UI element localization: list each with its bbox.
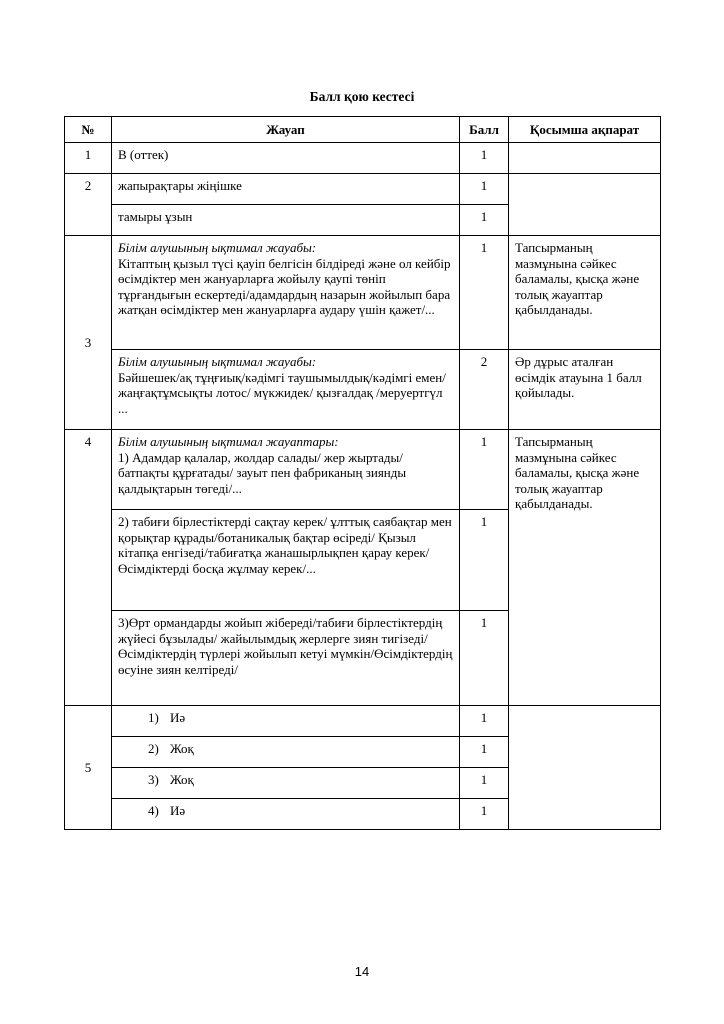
points-cell: 1 [460,768,509,799]
item-number: 3) [148,772,159,787]
points-cell: 1 [460,236,509,350]
question-number: 5 [65,706,112,830]
header-num: № [65,117,112,143]
document-title: Балл қою кестесі [309,89,415,104]
points-cell: 1 [460,737,509,768]
table-row [65,706,661,737]
answer-hint: Білім алушының ықтимал жауаптары: [118,434,339,449]
question-number: 2 [65,174,112,236]
answer-cell: тамыры ұзын [112,205,460,236]
answer-cell [112,737,460,768]
answer-text: Бәйшешек/ақ тұңғиық/кәдімгі таушымылдық/кәдімгі емен/жаңғақтұмсықты лотос/ мүкжидек/ қызғалдақ /меруертгүл ... [118,369,446,416]
answer-cell: жапырақтары жіңішке [112,174,460,205]
extra-cell [509,174,661,236]
header-answer: Жауап [112,117,460,143]
answer-cell: В (оттек) [112,143,460,174]
table-row [65,236,661,350]
question-number: 3 [65,236,112,430]
answer-cell [112,236,460,350]
answer-cell [112,706,460,737]
answer-text: 1) Адамдар қалалар, жолдар салады/ жер жыртады/батпақты құрғатады/ зауыт пен фабриканың зиянды қалдықтарын төгеді/... [118,449,407,496]
points-cell: 1 [460,510,509,611]
answer-cell: 2) табиғи бірлестіктерді сақтау керек/ ұлттық саябақтар мен қорықтар құрады/ботаникалық бақтар өсіреді/ Қызыл кітапқа енгізеді/табиғатқа жанашырлықпен қарау керек/Өсімдіктерді босқа жұлмау керек/... [112,510,460,611]
answer-hint: Білім алушының ықтимал жауабы: [118,240,317,255]
answer-cell [112,768,460,799]
header-points: Балл [460,117,509,143]
points-cell: 1 [460,706,509,737]
table-row [65,430,661,510]
points-cell: 1 [460,799,509,830]
item-text: Иә [170,803,186,818]
extra-cell [509,143,661,174]
answer-cell [112,799,460,830]
answer-text: Кітаптың қызыл түсі қауіп белгісін білдіреді және ол кейбір өсімдіктер мен жануарларға жойылу қаупі төніп тұрғандығын ескертеді/адамдардың назарын жойылып бара жатқан өсімдіктер мен жануарларға аудару үшін қажет/... [118,255,451,317]
table-row [65,350,661,430]
item-text: Иә [170,710,186,725]
scoring-table [64,116,661,830]
points-cell: 1 [460,430,509,510]
table-row [65,143,661,174]
points-cell: 1 [460,174,509,205]
page-number: 14 [354,964,370,979]
item-number: 4) [148,803,159,818]
answer-cell [112,350,460,430]
extra-cell: Әр дұрыс аталған өсімдік атауына 1 балл қойылады. [509,350,661,430]
extra-cell: Тапсырманың мазмұнына сәйкес баламалы, қысқа және толық жауаптар қабылданады. [509,236,661,350]
table-row [65,174,661,205]
points-cell: 1 [460,205,509,236]
points-cell: 2 [460,350,509,430]
table-header-row [65,117,661,143]
question-number: 1 [65,143,112,174]
extra-cell [509,706,661,830]
question-number: 4 [65,430,112,706]
extra-cell: Тапсырманың мазмұнына сәйкес баламалы, қысқа және толық жауаптар қабылданады. [509,430,661,706]
points-cell: 1 [460,143,509,174]
item-number: 2) [148,741,159,756]
points-cell: 1 [460,611,509,706]
item-text: Жоқ [170,772,194,787]
answer-hint: Білім алушының ықтимал жауабы: [118,354,317,369]
header-extra: Қосымша ақпарат [509,117,661,143]
item-text: Жоқ [170,741,194,756]
answer-cell [112,430,460,510]
answer-cell: 3)Өрт ормандарды жойып жібереді/табиғи бірлестіктердің жүйесі бұзылады/ жайылымдық жерлерге зиян тигізеді/Өсімдіктердің түрлері жойылып кетуі мүмкін/Өсімдіктердің өсуіне зиян келтіреді/ [112,611,460,706]
item-number: 1) [148,710,159,725]
